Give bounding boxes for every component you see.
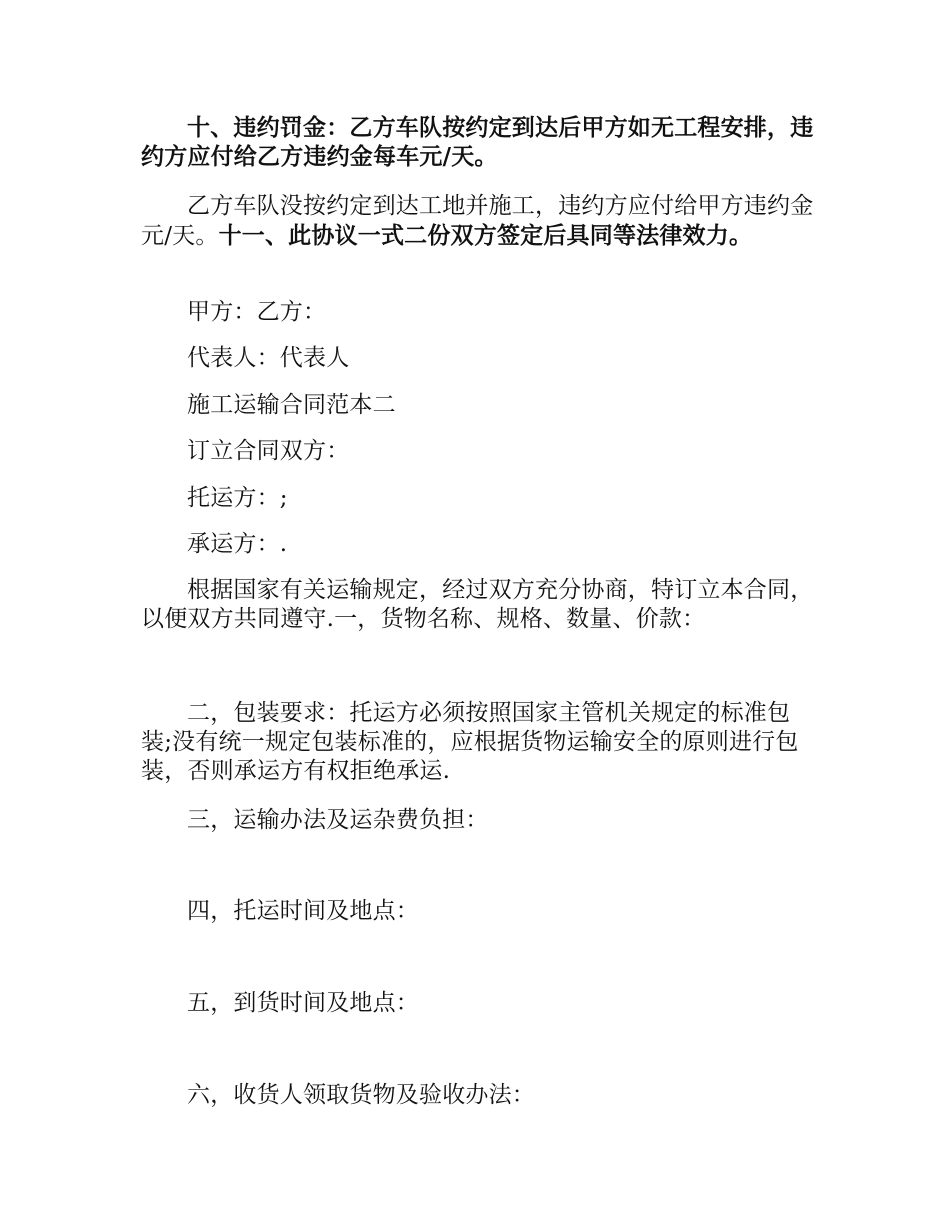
signature-parties: 甲方：乙方： xyxy=(187,299,327,325)
clause-1-goods: 根据国家有关运输规定，经过双方充分协商，特订立本合同，以便双方共同遵守.一，货物名称、规格、数量、价款： xyxy=(141,577,814,632)
clause-10-penalty-text: 乙方车队没按约定到达工地并施工，违约方应付给甲方违约金元/天。 xyxy=(141,193,814,249)
clause-6-acceptance: 六，收货人领取货物及验收办法： xyxy=(187,1082,535,1108)
clause-3-transport: 三，运输办法及运杂费负担： xyxy=(187,807,489,833)
contract-parties-heading: 订立合同双方： xyxy=(187,438,350,464)
signature-representatives: 代表人：代表人 xyxy=(187,345,350,371)
section-title: 施工运输合同范本二 xyxy=(187,392,396,418)
clause-10-penalty: 十、违约罚金：乙方车队按约定到达后甲方如无工程安排，违约方应付给乙方违约金每车元/天。 xyxy=(141,114,814,170)
clause-11-copies: 十一、此协议一式二份双方签定后具同等法律效力。 xyxy=(218,222,753,249)
clause-4-shipping-time: 四，托运时间及地点： xyxy=(187,898,419,924)
clause-2-packaging: 二，包装要求：托运方必须按照国家主管机关规定的标准包装;没有统一规定包装标准的，应根据货物运输安全的原则进行包装，否则承运方有权拒绝承运. xyxy=(141,700,799,784)
clause-5-arrival-time: 五，到货时间及地点： xyxy=(187,990,419,1016)
shipper-line: 托运方：; xyxy=(187,485,288,511)
clause-10-continued xyxy=(141,192,821,251)
carrier-line: 承运方：. xyxy=(187,531,288,557)
